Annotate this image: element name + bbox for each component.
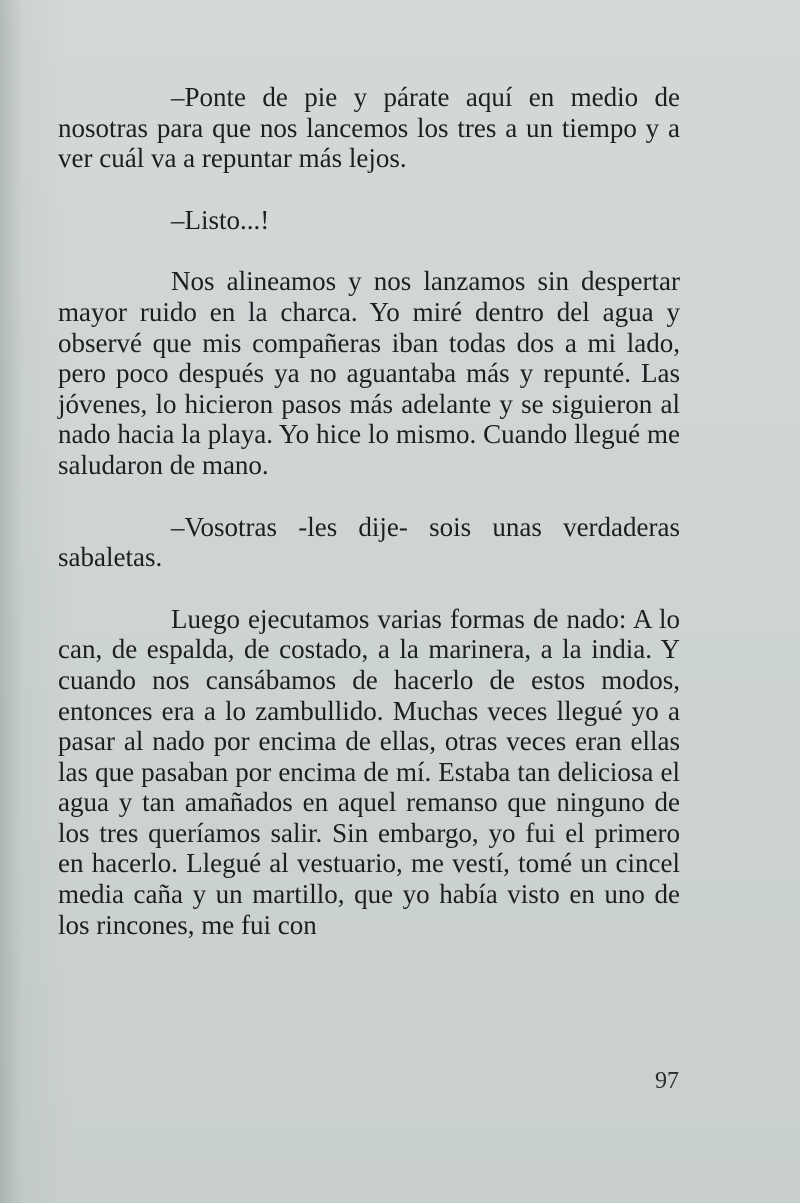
page-number: 97: [655, 1068, 679, 1094]
paragraph-2: –Listo...!: [171, 204, 270, 235]
paragraph-5: Luego ejecutamos varias formas de nado: A lo can, de espalda, de costado, a la marinera, a la india. Y cuando nos cansábamos de hacerlo de estos modos, entonces era a lo zambullido. Muchas veces llegué yo a pasar al nado por encima de ellas, otras veces eran ellas las que pasaban por encima de mí. Estaba tan deliciosa el agua y tan amañados en aquel remanso que ninguno de los tres queríamos salir. Sin embargo, yo fui el primero en hacerlo. Llegué al vestuario, me vestí, tomé un cincel media caña y un martillo, que yo había visto en uno de los rincones, me fui con: [58, 603, 680, 940]
paragraph-1: –Ponte de pie y párate aquí en medio de nosotras para que nos lancemos los tres a un tiempo y a ver cuál va a repuntar más lejos.: [58, 82, 680, 174]
paragraph-4: –Vosotras -les dije- sois unas verdaderas sabaletas.: [58, 511, 680, 573]
page-body-text: [58, 82, 680, 971]
paragraph-3: Nos alineamos y nos lanzamos sin despertar mayor ruido en la charca. Yo miré dentro del agua y observé que mis compañeras iban todas dos a mi lado, pero poco después ya no aguantaba más y repunté. Las jóvenes, lo hicieron pasos más adelante y se siguieron al nado hacia la playa. Yo hice lo mismo. Cuando llegué me saludaron de mano.: [58, 266, 680, 480]
